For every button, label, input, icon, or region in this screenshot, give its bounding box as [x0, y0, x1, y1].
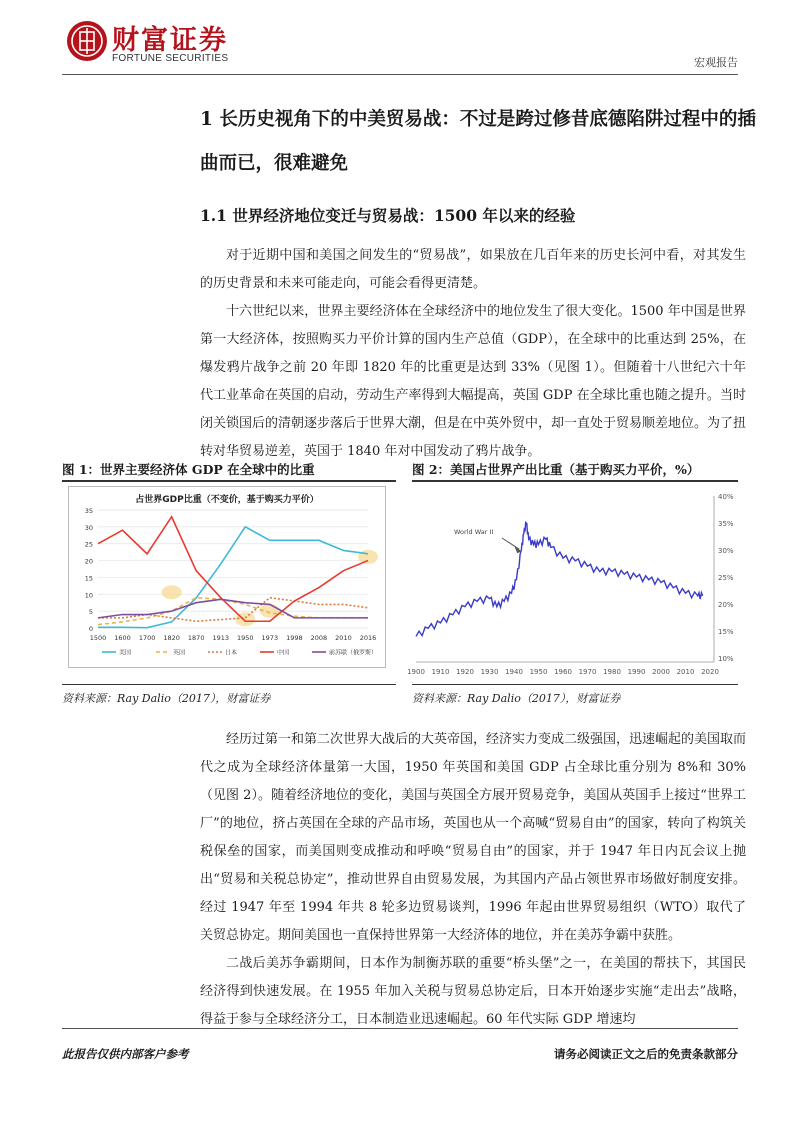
chart2-xtick: 1990	[627, 668, 646, 676]
chart1-ytick: 10	[84, 591, 93, 600]
footer-left-text: 此报告仅供内部客户参考	[62, 1047, 189, 1061]
chart2-xtick: 2000	[652, 668, 670, 676]
paragraph-history: 十六世纪以来，世界主要经济体在全球经济中的地位发生了很大变化。1500 年中国是世界第一大经济体，按照购买力平价计算的国内生产总值（GDP），在全球中的比重达到 25%，在爆发鸦片战争之前 20 年即 1820 年的比重更是达到 33%（见图 1）。但随着十八世纪六十年代工业革命在英国的启动，劳动生产率得到大幅提高，英国 GDP 在全球比重也随之提升。当时闭关锁国后的清朝逐步落后于世界大潮，但是在中英外贸中，却一直处于贸易顺差地位。为了扭转对华贸易逆差，英国于 1840 年对中国发动了鸦片战争。	[200, 304, 747, 459]
chart1-legend-label: 中国	[277, 649, 290, 657]
figure1-top-rule	[62, 480, 396, 482]
brand-name-en: FORTUNE SECURITIES	[112, 53, 229, 64]
chart2-series-line	[416, 522, 703, 636]
chart1-xtick: 1500	[89, 634, 107, 642]
chart2-xtick: 1930	[480, 668, 499, 676]
chart1-xtick: 2008	[310, 634, 328, 642]
chart1-ytick: 20	[84, 557, 93, 566]
chart2-ytick: 35%	[718, 520, 734, 528]
fortune-securities-logo	[66, 20, 108, 62]
chart1-xtick: 1820	[163, 634, 180, 642]
chart1-highlight-marker	[358, 550, 378, 564]
chart1-ytick: 30	[84, 523, 93, 532]
chart2-xtick: 2010	[676, 668, 695, 676]
chart1-legend-label: 日本	[225, 649, 238, 657]
chart1-highlight-marker	[162, 585, 182, 599]
figure1-source: 资料来源：Ray Dalio（2017），财富证券	[62, 692, 271, 705]
chart1-legend-label: 英国	[173, 649, 186, 657]
paragraph-japan: 二战后美苏争霸期间，日本作为制衡苏联的重要“桥头堡”之一，在美国的帮扶下，其国民经济得到快速发展。在 1955 年加入关税与贸易总协定后，日本开始逐步实施“走出去”战略，得益于参与全球经济分工，日本制造业迅速崛起。60 年代实际 GDP 增速均	[200, 956, 746, 1027]
figure2-caption: 图 2：美国占世界产出比重（基于购买力平价，%）	[412, 462, 700, 477]
chart2-ytick: 15%	[718, 628, 734, 636]
chart2-xtick: 1970	[578, 668, 597, 676]
chart2-ytick: 30%	[718, 547, 734, 555]
section-subtitle: 1.1 世界经济地位变迁与贸易战：1500 年以来的经验	[200, 206, 576, 225]
header-divider	[62, 74, 738, 75]
chart2-xtick: 1910	[431, 668, 450, 676]
paragraph-postwar: 经历过第一和第二次世界大战后的大英帝国，经济实力变成二级强国，迅速崛起的美国取而代之成为全球经济体量第一大国，1950 年英国和美国 GDP 占全球比重分别为 8%和 30%（见图 2）。随着经济地位的变化，美国与英国全方展开贸易竞争，美国从英国手上接过“世界工厂”的地位，挤占英国在全球的产品市场，英国也从一个高喊“贸易自由”的国家，转向了构筑关税保垒的国家，而美国则变成推动和呼唤“贸易自由”的国家，并于 1947 年日内瓦会议上抛出“贸易和关税总协定”，推动世界自由贸易发展，为其国内产品占领世界市场做好制度安排。经过 1947 年至 1994 年共 8 轮多边贸易谈判，1996 年起由世界贸易组织（WTO）取代了关贸总协定。期间美国也一直保持世界第一大经济体的地位，并在美苏争霸中获胜。	[200, 732, 747, 943]
chart1-xtick: 1700	[138, 634, 156, 642]
chart2-xtick: 1920	[456, 668, 474, 676]
figure2-chart	[407, 486, 742, 682]
document-type: 宏观报告	[694, 56, 738, 69]
chart1-xtick: 1600	[114, 634, 131, 642]
chart2-ytick: 40%	[718, 493, 734, 501]
paragraph-intro: 对于近期中国和美国之间发生的“贸易战”，如果放在几百年来的历史长河中看，对其发生的历史背景和未来可能走向，可能会看得更清楚。	[200, 248, 746, 291]
chart1-xtick: 2016	[359, 634, 377, 642]
chart1-ytick: 25	[84, 540, 93, 549]
footer-right-text: 请务必阅读正文之后的免责条款部分	[554, 1047, 738, 1061]
chart1-xtick: 1870	[187, 634, 205, 642]
chart1-ytick: 0	[88, 625, 93, 633]
chart2-xtick: 1940	[505, 668, 523, 676]
chart1-xtick: 2010	[335, 634, 352, 642]
section-title: 1 长历史视角下的中美贸易战：不过是跨过修昔底德陷阱过程中的插曲而已，很难避免	[200, 109, 756, 174]
chart2-xtick: 1960	[554, 668, 572, 676]
chart2-xtick: 1950	[529, 668, 548, 676]
chart2-annotation: World War II	[454, 528, 494, 536]
chart2-xtick: 1900	[407, 668, 425, 676]
figure1-caption: 图 1：世界主要经济体 GDP 在全球中的比重	[62, 462, 315, 477]
chart1-ytick: 15	[84, 574, 93, 583]
chart2-annotation-arrow	[502, 538, 519, 549]
chart1-xtick: 1913	[212, 634, 230, 642]
chart1-legend-label: 前苏联（俄罗斯）	[329, 649, 378, 657]
chart2-ytick: 20%	[718, 601, 734, 609]
figure1-bottom-rule	[62, 684, 396, 685]
footer-divider	[62, 1028, 738, 1029]
chart1-xtick: 1950	[236, 634, 254, 642]
chart2-xtick: 1980	[603, 668, 621, 676]
chart1-ytick: 5	[88, 608, 93, 617]
chart2-ytick: 25%	[718, 574, 734, 582]
chart1-xtick: 1998	[286, 634, 303, 642]
chart1-ytick: 35	[84, 507, 93, 515]
figure2-source: 资料来源：Ray Dalio（2017），财富证券	[412, 692, 621, 705]
figure1-chart	[68, 486, 386, 668]
chart1-title: 占世界GDP比重（不变价，基于购买力平价）	[135, 495, 319, 505]
figure2-bottom-rule	[412, 684, 738, 685]
chart2-xtick: 2020	[701, 668, 719, 676]
chart2-ytick: 10%	[718, 655, 734, 663]
chart1-legend-label: 美国	[119, 649, 132, 657]
chart1-xtick: 1973	[261, 634, 279, 642]
figure2-top-rule	[412, 480, 738, 482]
brand-name-cn: 财富证券	[112, 25, 228, 56]
